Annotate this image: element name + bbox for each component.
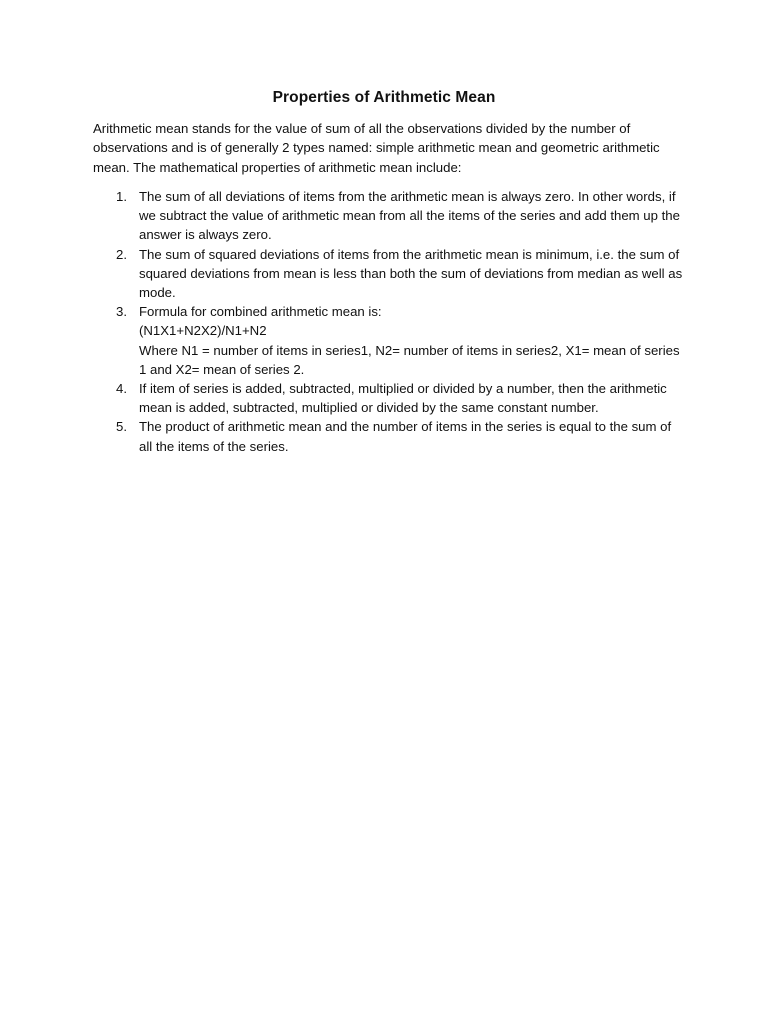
intro-paragraph: Arithmetic mean stands for the value of sum of all the observations divided by the number of observations and is of generally 2 types named: simple arithmetic mean and geometric arithmetic mean. The mathematical properties of arithmetic mean include: [93,121,660,175]
list-item-number: 3. [116,304,127,320]
formula-explanation: Where N1 = number of items in series1, N2= number of items in series2, X1= mean of series 1 and X2= mean of series 2. [139,342,680,377]
list-item-number: 5. [116,419,127,435]
list-item-text: The sum of squared deviations of items from the arithmetic mean is minimum, i.e. the sum of squared deviations from mean is less than both the sum of deviations from median as well as mode. [139,246,683,301]
list-item-number: 2. [116,246,127,262]
list-item-text: The product of arithmetic mean and the number of items in the series is equal to the sum of all the items of the series. [139,419,672,454]
list-item [93,417,683,455]
list-item-number: 4. [116,381,127,397]
list-item-text: Formula for combined arithmetic mean is: [139,304,382,320]
list-item [93,245,683,303]
list-item [93,379,683,417]
list-item-text: If item of series is added, subtracted, multiplied or divided by a number, then the arithmetic mean is added, subtracted, multiplied or divided by the same constant number. [139,381,667,416]
list-item [93,187,683,245]
list-item [93,302,683,379]
formula-text: (N1X1+N2X2)/N1+N2 [139,323,267,339]
list-item-number: 1. [116,189,127,204]
list-item-text: The sum of all deviations of items from the arithmetic mean is always zero. In other words, if we subtract the value of arithmetic mean from all the items of the series and add them up the answer is always zero. [139,189,680,243]
properties-list [93,187,683,456]
document-title: Properties of Arithmetic Mean [272,89,496,106]
